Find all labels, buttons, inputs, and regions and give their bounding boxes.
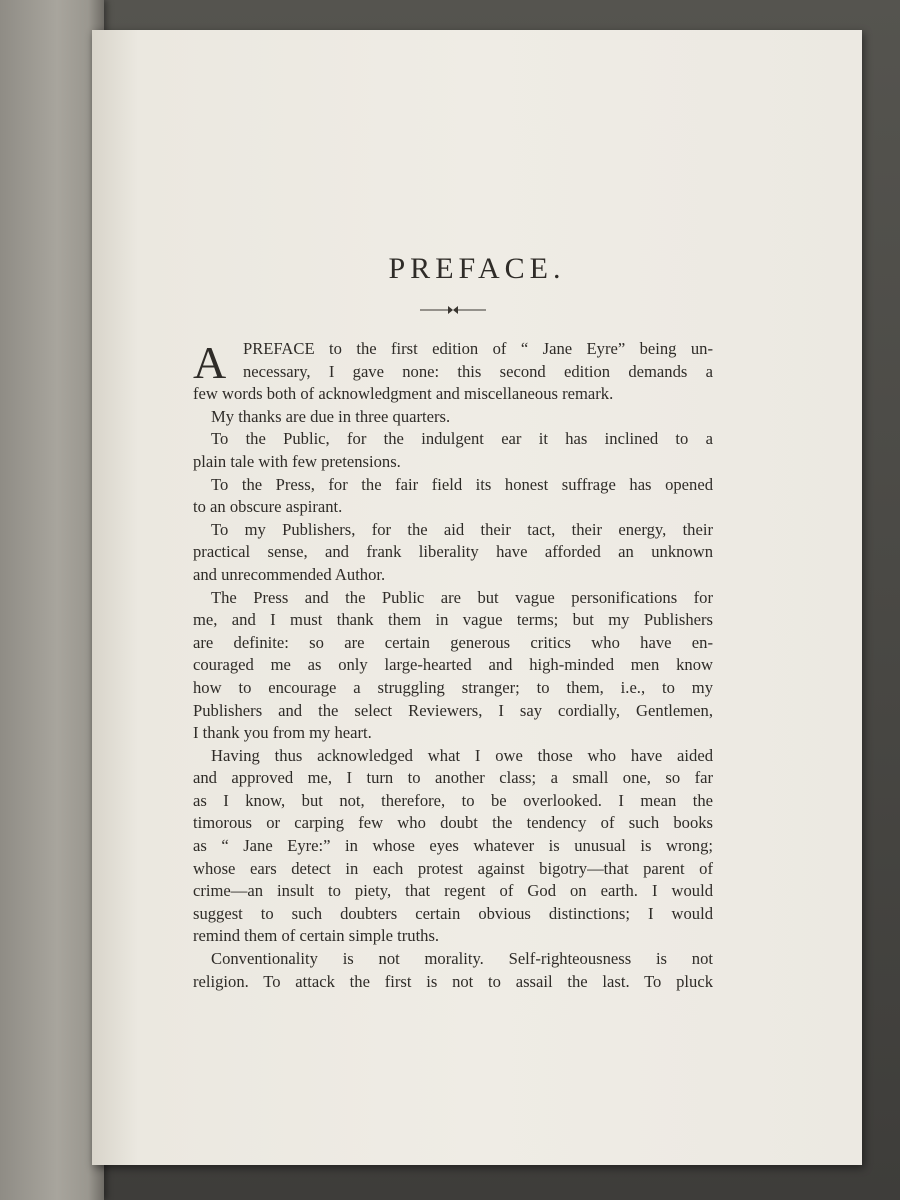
text-line: The Press and the Public are but vague personifications for	[211, 587, 713, 607]
text-line: PREFACE to the first edition of “ Jane Eyre” being un-	[243, 339, 713, 358]
text-line: Having thus acknowledged what I owe those who have aided	[211, 745, 713, 765]
text-line: religion. To attack the first is not to assail the last. To pluck	[193, 971, 713, 991]
text-line: few words both of acknowledgment and miscellaneous remark.	[193, 384, 614, 404]
text-line: as I know, but not, therefore, to be overlooked. I mean the	[193, 790, 713, 810]
text-line: To the Public, for the indulgent ear it has inclined to a	[211, 429, 713, 449]
drop-cap: A	[193, 337, 227, 388]
text-line: how to encourage a struggling stranger; to them, i.e., to my	[193, 677, 713, 697]
text-line: To the Press, for the fair field its honest suffrage has opened	[211, 474, 713, 494]
text-line: and approved me, I turn to another class; a small one, so far	[193, 768, 713, 788]
text-line: as “ Jane Eyre:” in whose eyes whatever is unusual is wrong;	[193, 836, 713, 856]
text-line: My thanks are due in three quarters.	[211, 406, 451, 426]
text-line: Conventionality is not morality. Self-righteousness is not	[211, 949, 713, 969]
page-title: PREFACE.	[388, 252, 566, 285]
text-line: whose ears detect in each protest against bigotry—that parent of	[193, 858, 713, 878]
text-line: couraged me as only large-hearted and high-minded men know	[193, 655, 713, 675]
text-line: timorous or carping few who doubt the tendency of such books	[193, 813, 713, 833]
text-line: I thank you from my heart.	[193, 723, 372, 743]
text-line: To my Publishers, for the aid their tact, their energy, their	[211, 519, 713, 539]
text-line: remind them of certain simple truths.	[193, 926, 440, 946]
text-line: suggest to such doubters certain obvious distinctions; I would	[193, 903, 713, 923]
text-line: plain tale with few pretensions.	[193, 451, 401, 471]
text-line: crime—an insult to piety, that regent of God on earth. I would	[193, 881, 713, 901]
ornament-divider-icon	[418, 303, 488, 317]
left-page-edge	[0, 0, 104, 1200]
text-line: me, and I must thank them in vague terms; but my Publishers	[193, 610, 713, 630]
text-line: and unrecommended Author.	[193, 564, 386, 584]
text-line: Publishers and the select Reviewers, I say cordially, Gentlemen,	[193, 700, 713, 720]
text-line: practical sense, and frank liberality have afforded an unknown	[193, 542, 713, 562]
text-line: necessary, I gave none: this second edition demands a	[243, 361, 713, 381]
preface-text	[193, 338, 713, 993]
text-line: are definite: so are certain generous critics who have en-	[193, 632, 713, 652]
text-line: to an obscure aspirant.	[193, 497, 343, 517]
